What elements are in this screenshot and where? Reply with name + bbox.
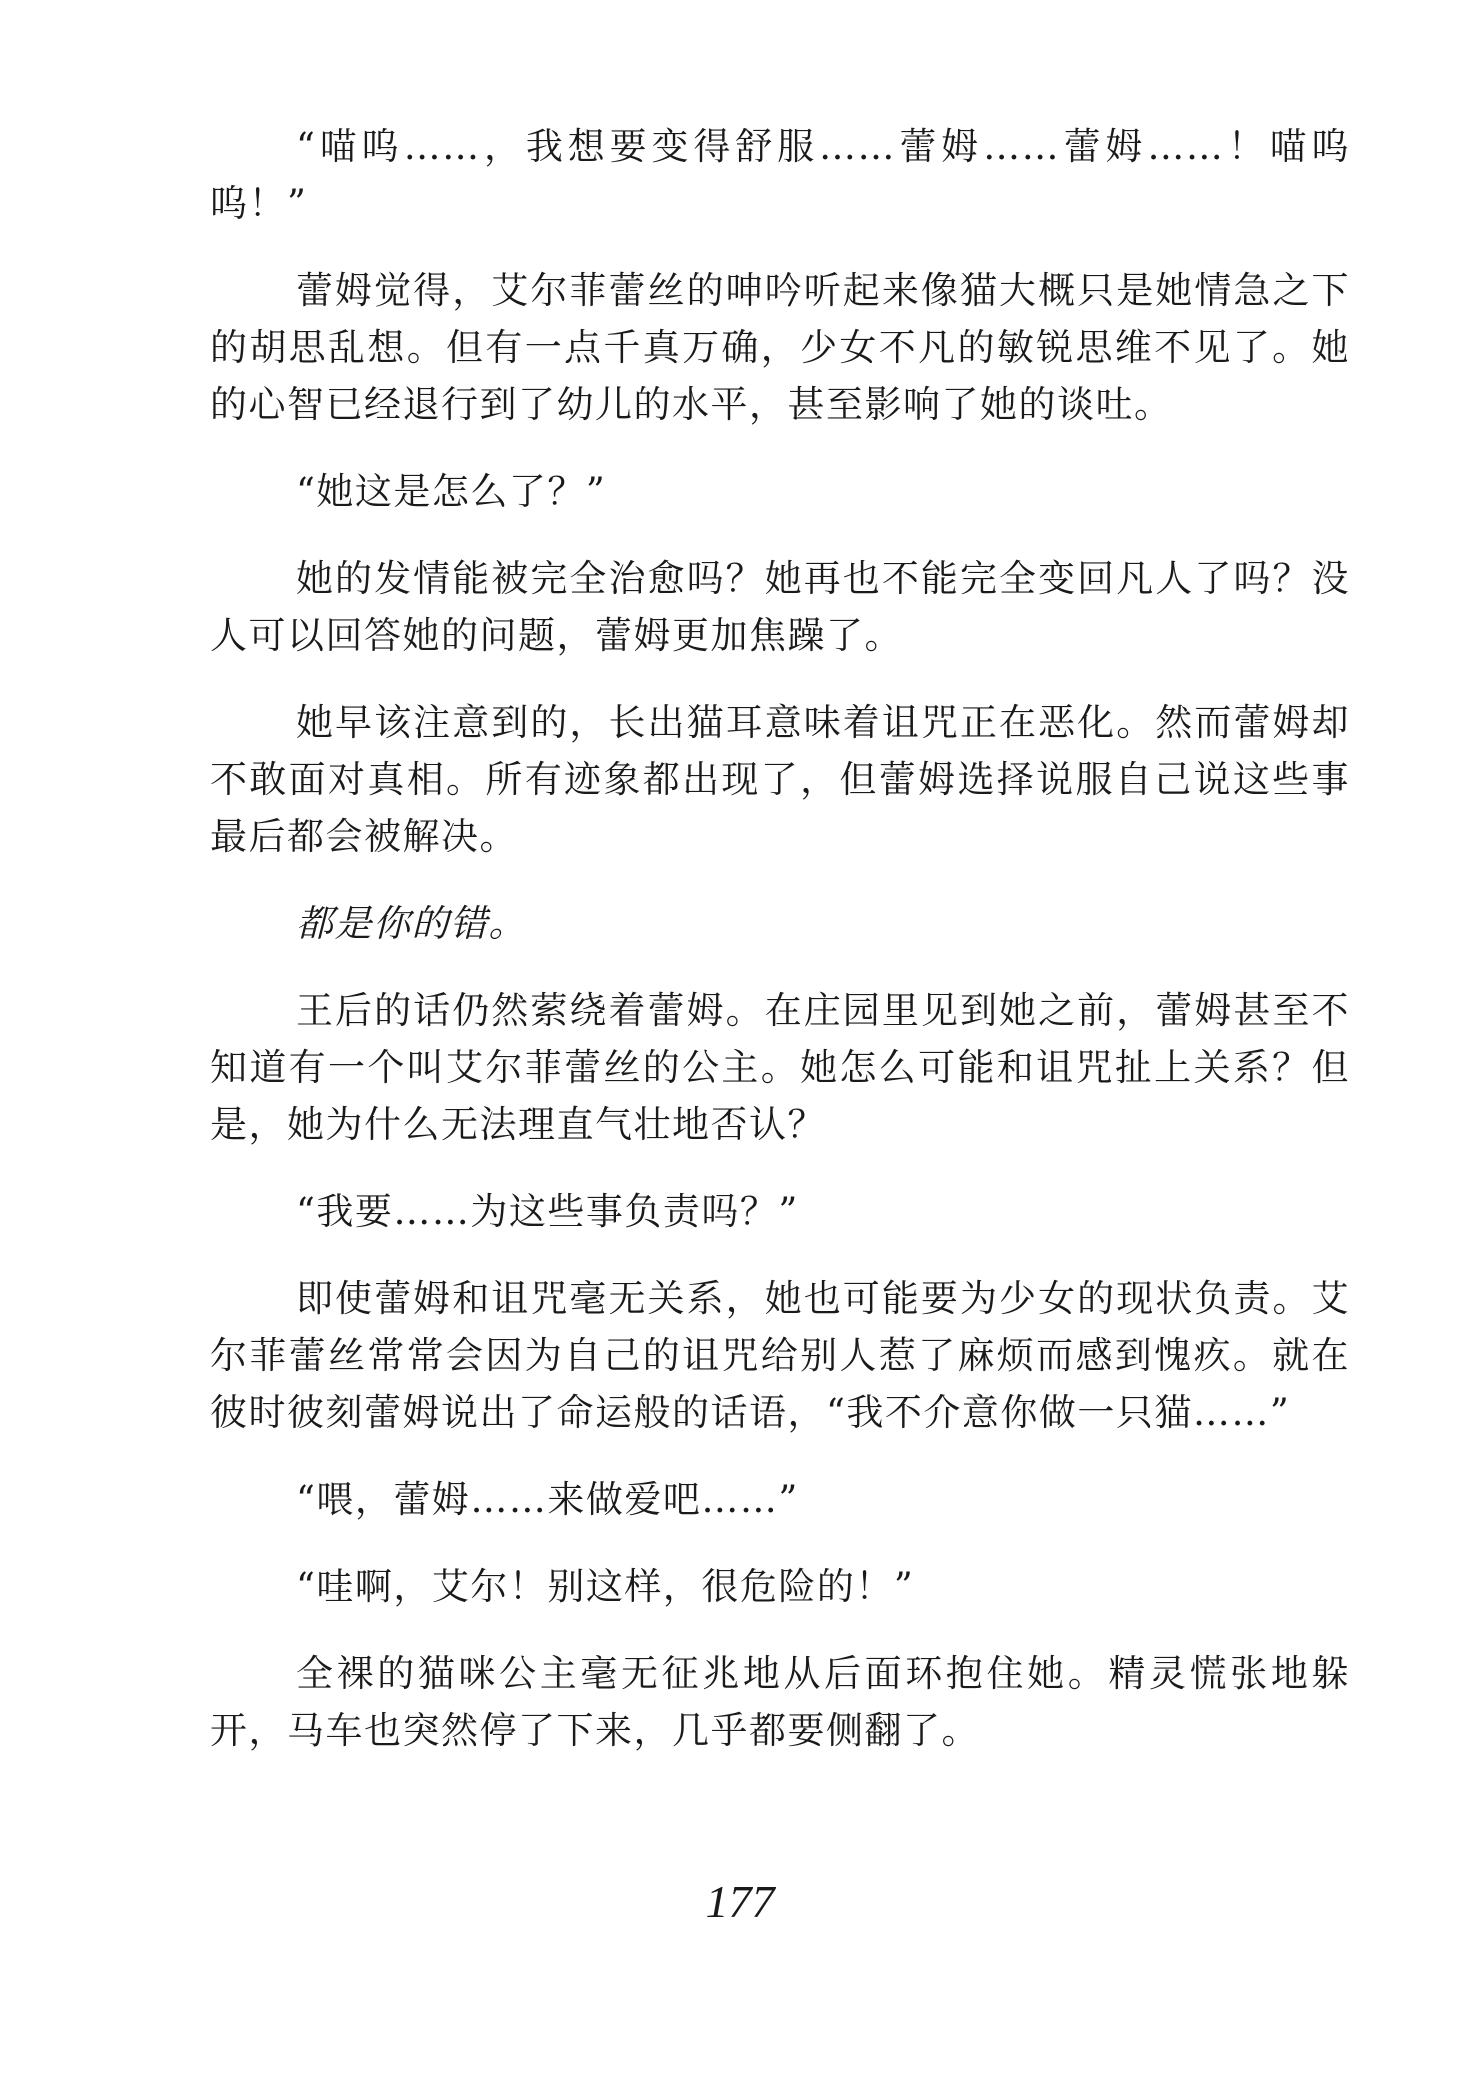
paragraph: “喂，蕾姆……来做爱吧……” xyxy=(296,1478,799,1521)
paragraph: “我要……为这些事负责吗？” xyxy=(296,1190,799,1233)
paragraph: “喵呜……，我想要变得舒服……蕾姆……蕾姆……！喵呜呜！” xyxy=(210,125,1350,225)
paragraph: “她这是怎么了？” xyxy=(296,470,607,513)
paragraph: “哇啊，艾尔！别这样，很危险的！” xyxy=(296,1565,915,1608)
paragraph: 她早该注意到的，长出猫耳意味着诅咒正在恶化。然而蕾姆却不敢面对真相。所有迹象都出现了，但蕾姆选择说服自己说这些事最后都会被解决。 xyxy=(210,701,1350,858)
paragraph: 蕾姆觉得，艾尔菲蕾丝的呻吟听起来像猫大概只是她情急之下的胡思乱想。但有一点千真万确，少女不凡的敏锐思维不见了。她的心智已经退行到了幼儿的水平，甚至影响了她的谈吐。 xyxy=(210,269,1350,426)
page-number: 177 xyxy=(705,1876,775,1927)
paragraph: 王后的话仍然萦绕着蕾姆。在庄园里见到她之前，蕾姆甚至不知道有一个叫艾尔菲蕾丝的公主。她怎么可能和诅咒扯上关系？但是，她为什么无法理直气壮地否认？ xyxy=(210,989,1350,1146)
paragraph: 全裸的猫咪公主毫无征兆地从后面环抱住她。精灵慌张地躲开，马车也突然停了下来，几乎都要侧翻了。 xyxy=(210,1652,1350,1752)
italic-paragraph: 都是你的错。 xyxy=(296,902,527,945)
paragraph: 即使蕾姆和诅咒毫无关系，她也可能要为少女的现状负责。艾尔菲蕾丝常常会因为自己的诅咒给别人惹了麻烦而感到愧疚。就在彼时彼刻蕾姆说出了命运般的话语，“我不介意你做一只猫……” xyxy=(210,1277,1350,1434)
text-body xyxy=(210,118,1350,1789)
paragraph: 她的发情能被完全治愈吗？她再也不能完全变回凡人了吗？没人可以回答她的问题，蕾姆更加焦躁了。 xyxy=(210,557,1350,657)
